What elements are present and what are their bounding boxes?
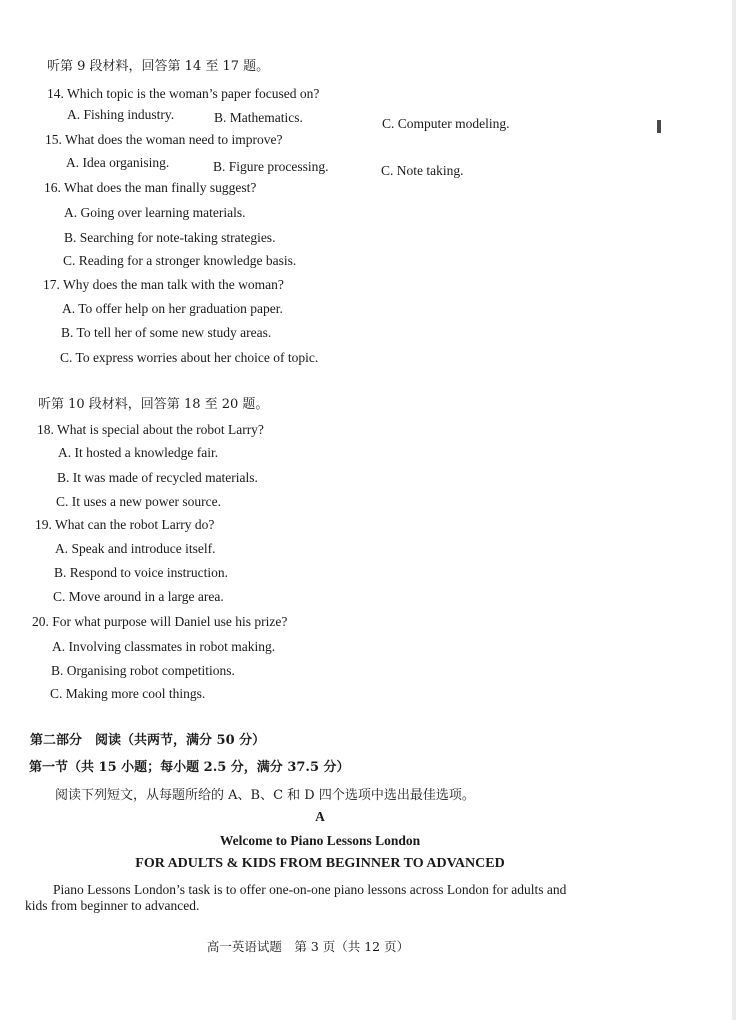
q14-option-c: C. Computer modeling. <box>382 116 510 131</box>
section9-header: 听第 9 段材料，回答第 14 至 17 题。 <box>47 59 270 74</box>
passage-letter: A <box>315 809 325 824</box>
q18-option-c: C. It uses a new power source. <box>56 494 221 509</box>
q17-option-b: B. To tell her of some new study areas. <box>61 325 272 340</box>
question-17-stem: 17. Why does the man talk with the woman? <box>43 277 284 292</box>
q14-option-a: A. Fishing industry. <box>67 107 175 122</box>
q16-option-b: B. Searching for note-taking strategies. <box>64 230 276 245</box>
q17-option-a: A. To offer help on her graduation paper. <box>62 301 283 316</box>
question-19-stem: 19. What can the robot Larry do? <box>35 517 215 532</box>
reading-instruction: 阅读下列短文，从每题所给的 A、B、C 和 D 四个选项中选出最佳选项。 <box>55 788 475 803</box>
scan-mark <box>657 120 661 133</box>
section10-header: 听第 10 段材料，回答第 18 至 20 题。 <box>38 397 269 412</box>
q14-option-b: B. Mathematics. <box>214 110 303 125</box>
q20-option-c: C. Making more cool things. <box>50 686 206 701</box>
part2-heading: 第二部分 阅读（共两节，满分 50 分） <box>30 733 266 748</box>
q19-option-c: C. Move around in a large area. <box>53 589 224 604</box>
passage-subtitle: FOR ADULTS & KIDS FROM BEGINNER TO ADVANCED <box>135 856 505 871</box>
q20-option-b: B. Organising robot competitions. <box>51 663 235 678</box>
q17-option-c: C. To express worries about her choice of topic. <box>60 350 319 365</box>
q15-option-a: A. Idea organising. <box>66 155 170 170</box>
q16-option-a: A. Going over learning materials. <box>64 205 246 220</box>
q19-option-b: B. Respond to voice instruction. <box>54 565 228 580</box>
q16-option-c: C. Reading for a stronger knowledge basis. <box>63 253 297 268</box>
page-footer: 高一英语试题 第 3 页（共 12 页） <box>206 939 410 954</box>
question-20-stem: 20. For what purpose will Daniel use his prize? <box>32 614 288 629</box>
page-edge <box>732 0 736 1020</box>
passage-line-2: kids from beginner to advanced. <box>25 898 200 913</box>
q20-option-a: A. Involving classmates in robot making. <box>52 639 276 654</box>
part2-section1-heading: 第一节（共 15 小题；每小题 2.5 分，满分 37.5 分） <box>29 760 350 775</box>
passage-line-1: Piano Lessons London’s task is to offer one-on-one piano lessons across London for adults and <box>53 882 567 897</box>
passage-title: Welcome to Piano Lessons London <box>219 833 421 848</box>
question-15-stem: 15. What does the woman need to improve? <box>45 132 283 147</box>
q18-option-a: A. It hosted a knowledge fair. <box>58 445 219 460</box>
question-18-stem: 18. What is special about the robot Larry? <box>37 422 264 437</box>
question-16-stem: 16. What does the man finally suggest? <box>44 180 257 195</box>
question-14-stem: 14. Which topic is the woman’s paper focused on? <box>47 86 320 101</box>
q18-option-b: B. It was made of recycled materials. <box>57 470 258 485</box>
q15-option-c: C. Note taking. <box>381 163 464 178</box>
q19-option-a: A. Speak and introduce itself. <box>55 541 216 556</box>
q15-option-b: B. Figure processing. <box>213 159 329 174</box>
